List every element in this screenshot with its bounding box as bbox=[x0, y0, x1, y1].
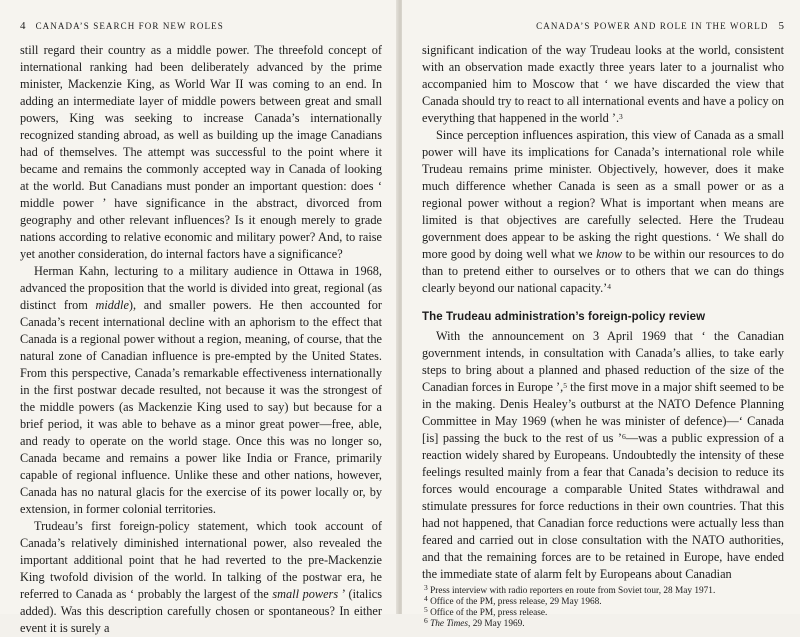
left-body-text bbox=[20, 42, 382, 637]
italic-text: know bbox=[596, 247, 623, 261]
right-running-title: CANADA’S POWER AND ROLE IN THE WORLD bbox=[536, 21, 769, 31]
text-run: ), and smaller powers. He then accounted for Canada’s recent international decline with an aphorism to the effect that Canada is a regional power without a region, meaning, of course, that the natural zone of Canadian influence is pre-empted by the United States. From this perspective, Canada’s remarkable effectiveness internationally in the first postwar decade resulted, not because it was the strongest of the middle powers (as Mackenzie King used to say) but because for a brief period, it was able to behave as a minor great power—free, able, and ready to operate on the world stage. Once this was no longer so, Canada became and remains a power like India or France, primarily capable of regional influence. Unlike these and other nations, however, Canada has no natural glacis for the exercise of its power locally or, by extension, in former colonial territories. bbox=[20, 298, 382, 516]
italic-text: small powers bbox=[272, 587, 339, 601]
footnote bbox=[422, 616, 784, 630]
right-page bbox=[402, 0, 800, 629]
right-body-text bbox=[422, 42, 784, 630]
left-page bbox=[0, 0, 398, 635]
paragraph bbox=[422, 127, 784, 297]
text-run: Office of the PM, press release, 29 May 1968. bbox=[427, 597, 602, 607]
paragraph bbox=[20, 263, 382, 518]
footnote bbox=[422, 583, 784, 597]
footnote-ref: 6 bbox=[622, 432, 626, 441]
footnote-ref: 3 bbox=[619, 112, 623, 121]
text-run: Office of the PM, press release. bbox=[427, 608, 548, 618]
text-run: , 29 May 1969. bbox=[468, 619, 525, 629]
left-page-number: 4 bbox=[20, 20, 26, 32]
text-run: Since perception influences aspiration, this view of Canada as a small power will have its implications for Canada’s international role while Trudeau remains prime minister. Objectively, however, does it make much difference whether Canada is seen as a small power or as a regional power without a region? What is important when means are limited is that objectives are carefully selected. Here the Trudeau government does appear to be asking the right questions. ‘ We shall do more good by doing well what we bbox=[422, 128, 784, 261]
left-running-head bbox=[20, 20, 382, 34]
text-run: significant indication of the way Trudeau looks at the world, consistent with an observation made exactly three years later to a journalist who accompanied him to Moscow that ‘ we have discarded the view that Canada should try to react to all international events and have a policy on everything that happened in the world ’. bbox=[422, 43, 784, 125]
right-running-head bbox=[422, 20, 784, 34]
italic-text: middle bbox=[95, 298, 129, 312]
footnote-number: 6 bbox=[424, 616, 428, 625]
left-running-title: CANADA’S SEARCH FOR NEW ROLES bbox=[35, 21, 224, 31]
text-run: the first move in a major shift seemed to be in the making. Denis Healey’s outburst at the NATO Defence Planning Committee in May 1969 (when he was minister of defence)—‘ Canada [is] passing the buck to the rest of us ’ bbox=[422, 380, 784, 445]
footnote-ref: 5 bbox=[563, 381, 567, 390]
text-run: —was a public expression of a reaction widely shared by Europeans. Undoubtedly the intensity of these feelings resulted mainly from a fear that Canada’s decision to reduce its forces would encourage a comparable United States withdrawal and stimulate pressures for force reductions in their own countries. That this had not happened, that Canadian force reductions were actually less than feared and carried out in close consultation with the NATO authorities, and that the remaining forces are to be retained in Europe, have ended the immediate state of alarm felt by Europeans about Canadian bbox=[422, 431, 784, 581]
text-run: Herman Kahn, lecturing to a military audience in Ottawa in 1968, advanced the proposition that the world is divided into great, regional (as distinct from bbox=[20, 264, 382, 312]
italic-text: The Times bbox=[430, 619, 469, 629]
section-heading: The Trudeau administration’s foreign-policy review bbox=[422, 311, 706, 323]
footnote-number: 4 bbox=[424, 594, 428, 603]
paragraph bbox=[422, 328, 784, 583]
footnotes bbox=[422, 583, 784, 630]
paragraph bbox=[422, 42, 784, 127]
footnote-ref: 4 bbox=[607, 282, 612, 291]
text-run: With the announcement on 3 April 1969 that ‘ the Canadian government intends, in consultation with Canada’s allies, to take early steps to bring about a planned and phased reduction of the size of the Canadian forces in Europe ’, bbox=[422, 329, 784, 394]
text-run: to be within our resources to do than to pretend either to ourselves or to others that we can do things clearly beyond our national capacity.’ bbox=[422, 247, 784, 295]
right-page-number: 5 bbox=[778, 20, 784, 32]
paragraph bbox=[20, 518, 382, 637]
paragraph bbox=[20, 42, 382, 263]
footnote-number: 3 bbox=[424, 583, 428, 592]
text-run: ’ (italics added). Was this description carefully chosen or spontaneous? In either event it is surely a bbox=[20, 587, 383, 635]
footnote bbox=[422, 594, 784, 608]
footnote-number: 5 bbox=[424, 605, 428, 614]
text-run: still regard their country as a middle power. The threefold concept of international ranking had been deliberately advanced by the prime minister, Mackenzie King, as World War II was coming to an end. In adding an intermediate layer of middle powers between great and small powers, King was seeking to increase Canada’s internationally recognized standing abroad, as well as building up the image Canadians had of themselves. The attempt was successful to the point where it became and remains the commonly accepted way in Canada of looking at the world. But Canadians must ponder an important question: does ‘ middle power ’ have significance in the abstract, divorced from geography and other relevant influences? Is it enough merely to grade nations according to relative economic and military power? And, to raise yet another consideration, do internal factors have a significance? bbox=[20, 43, 382, 261]
text-run: Press interview with radio reporters en route from Soviet tour, 28 May 1971. bbox=[427, 586, 716, 596]
text-run: Trudeau’s first foreign-policy statement, which took account of Canada’s relatively diminished international power, also revealed the important additional point that he had reverted to the pre-Mackenzie King twofold division of the world. In talking of the postwar era, he referred to Canada as ‘ probably the largest of the bbox=[20, 519, 382, 601]
